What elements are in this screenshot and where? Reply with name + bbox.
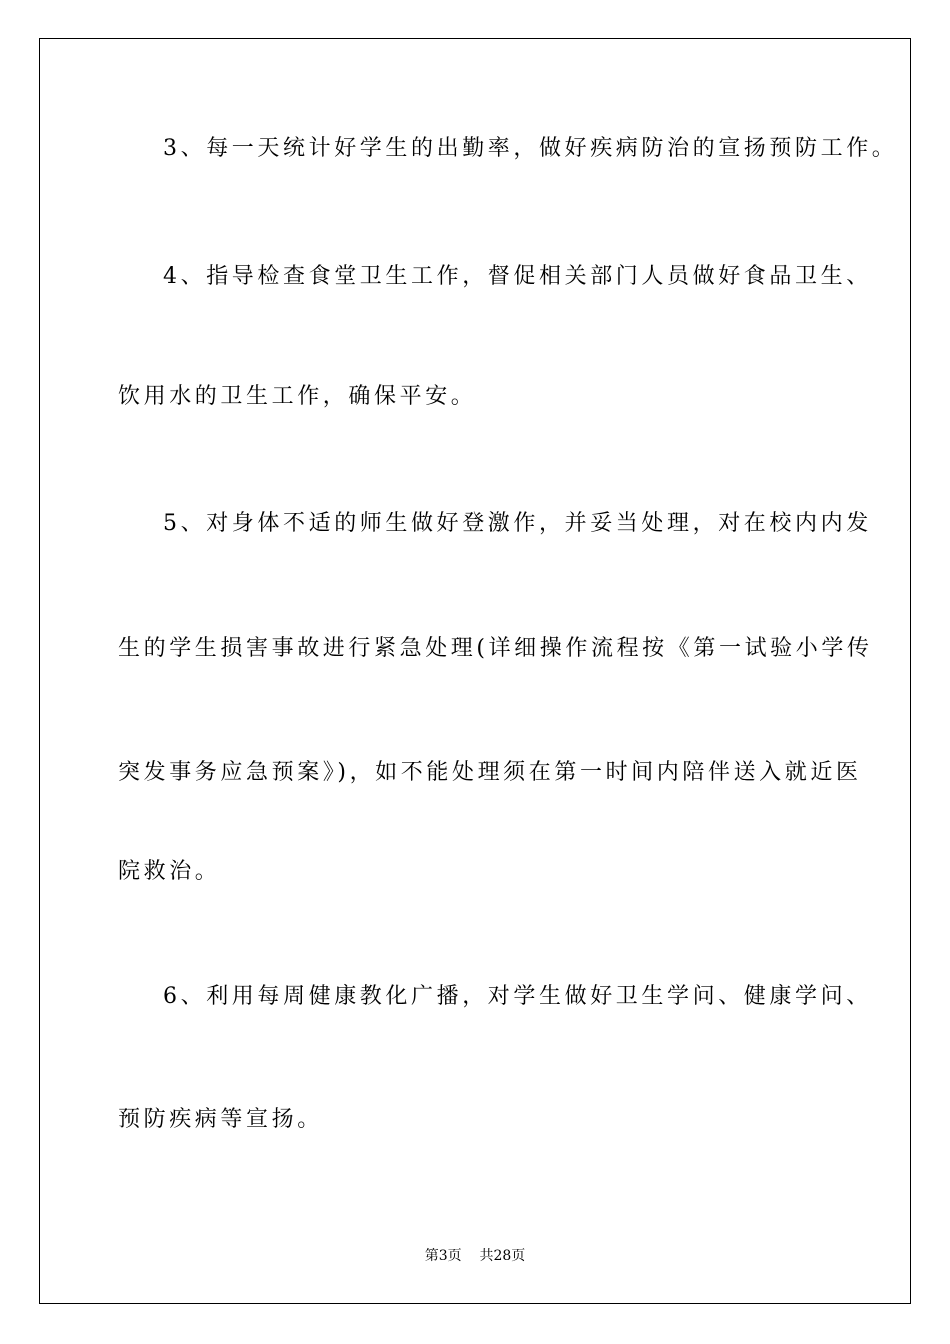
paragraph-5-line-3: 突发事务应急预案》)，如不能处理须在第一时间内陪伴送入就近医: [118, 760, 862, 785]
page-number: 第3页: [424, 1248, 462, 1264]
paragraph-4-line-1: 4、指导检查食堂卫生工作，督促相关部门人员做好食品卫生、: [163, 264, 872, 289]
paragraph-4-line-2: 饮用水的卫生工作，确保平安。: [118, 384, 477, 409]
paragraph-5-line-2: 生的学生损害事故进行紧急处理(详细操作流程按《第一试验小学传: [118, 636, 873, 661]
paragraph-3-line-1: 3、每一天统计好学生的出勤率，做好疾病防治的宣扬预防工作。: [163, 136, 898, 161]
page-footer: [0, 1246, 950, 1266]
paragraph-6-line-1: 6、利用每周健康教化广播，对学生做好卫生学问、健康学问、: [163, 984, 872, 1009]
paragraph-6-line-2: 预防疾病等宣扬。: [118, 1107, 323, 1132]
paragraph-5-line-1: 5、对身体不适的师生做好登激作，并妥当处理，对在校内内发: [163, 511, 872, 536]
paragraph-5-line-4: 院救治。: [118, 859, 221, 884]
page-total: 共28页: [479, 1248, 526, 1264]
